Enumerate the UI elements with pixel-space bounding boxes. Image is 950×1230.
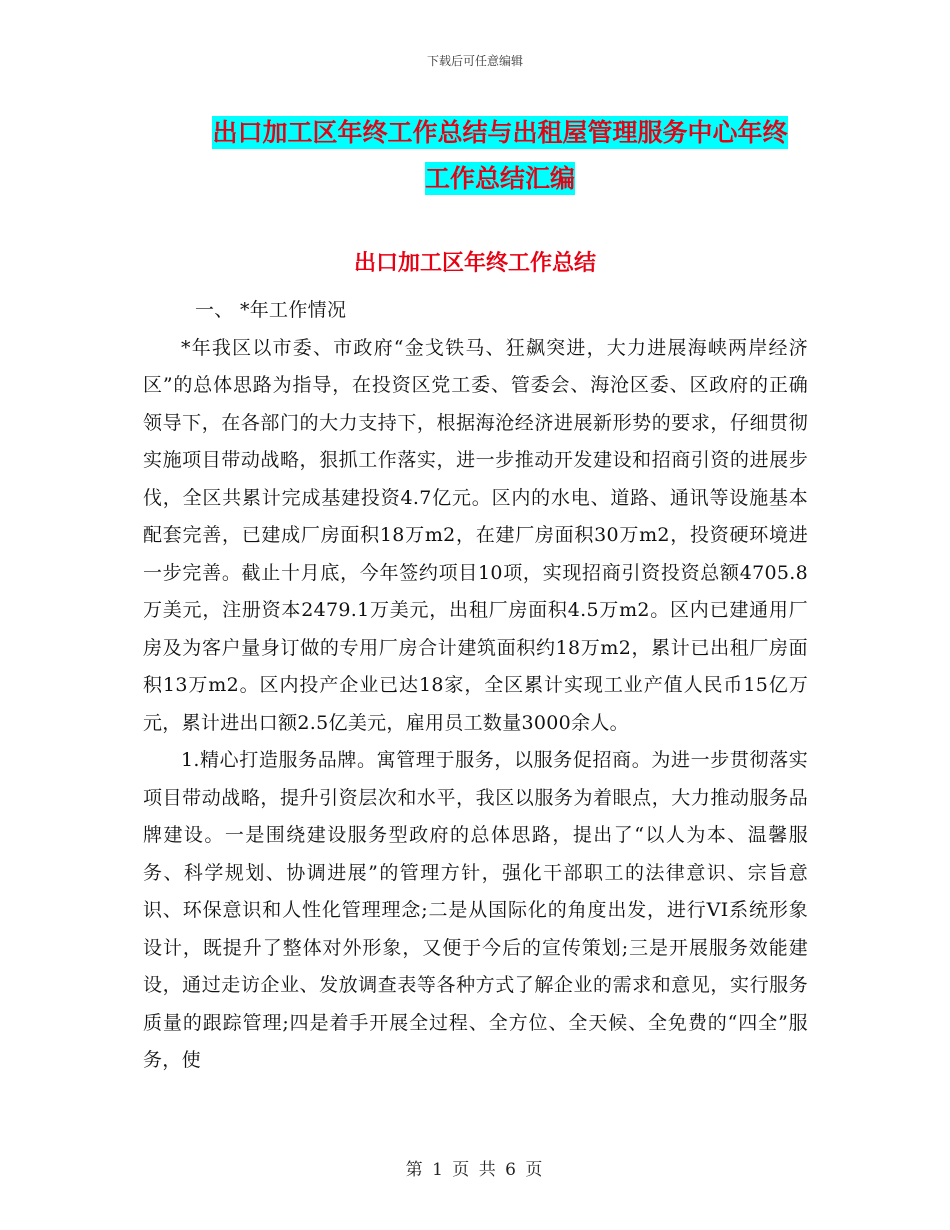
paragraph-overview: *年我区以市委、市政府“金戈铁马、狂飙突进，大力进展海峡两岸经济区”的总体思路为指导，在投资区党工委、管委会、海沧区委、区政府的正确领导下，在各部门的大力支持下，根据海沧经济进展新形势的要求，仔细贯彻实施项目带动战略，狠抓工作落实，进一步推动开发建设和招商引资的进展步伐，全区共累计完成基建投资4.7亿元。区内的水电、道路、通讯等设施基本配套完善，已建成厂房面积18万m2，在建厂房面积30万m2，投资硬环境进一步完善。截止十月底，今年签约项目10项，实现招商引资投资总额4705.8万美元，注册资本2479.1万美元，出租厂房面积4.5万m2。区内已建通用厂房及为客户量身订做的专用厂房合计建筑面积约18万m2，累计已出租厂房面积13万m2。区内投产企业已达18家，全区累计实现工业产值人民币15亿万元，累计进出口额2.5亿美元，雇用员工数量3000余人。 bbox=[143, 336, 808, 734]
section-heading: 一、 *年工作情况 bbox=[195, 299, 347, 321]
document-title-line-2: 工作总结汇编 bbox=[424, 164, 575, 193]
document-title-line-1: 出口加工区年终工作总结与出租屋管理服务中心年终 bbox=[212, 118, 788, 147]
page-header: 下载后可任意编辑 bbox=[426, 54, 523, 68]
page-footer: 第 1 页 共 6 页 bbox=[405, 1160, 545, 1180]
section-title: 出口加工区年终工作总结 bbox=[353, 251, 596, 276]
document-title bbox=[100, 110, 900, 202]
document-body bbox=[143, 292, 808, 1080]
paragraph-service-brand: 1.精心打造服务品牌。寓管理于服务，以服务促招商。为进一步贯彻落实项目带动战略，提升引资层次和水平，我区以服务为着眼点，大力推动服务品牌建设。一是围绕建设服务型政府的总体思路，提出了“以人为本、温馨服务、科学规划、协调进展”的管理方针，强化干部职工的法律意识、宗旨意识、环保意识和人性化管理理念;二是从国际化的角度出发，进行VI系统形象设计，既提升了整体对外形象，又便于今后的宣传策划;三是开展服务效能建设，通过走访企业、发放调查表等各种方式了解企业的需求和意见，实行服务质量的跟踪管理;四是着手开展全过程、全方位、全天候、全免费的“四全”服务，使 bbox=[143, 749, 808, 1071]
